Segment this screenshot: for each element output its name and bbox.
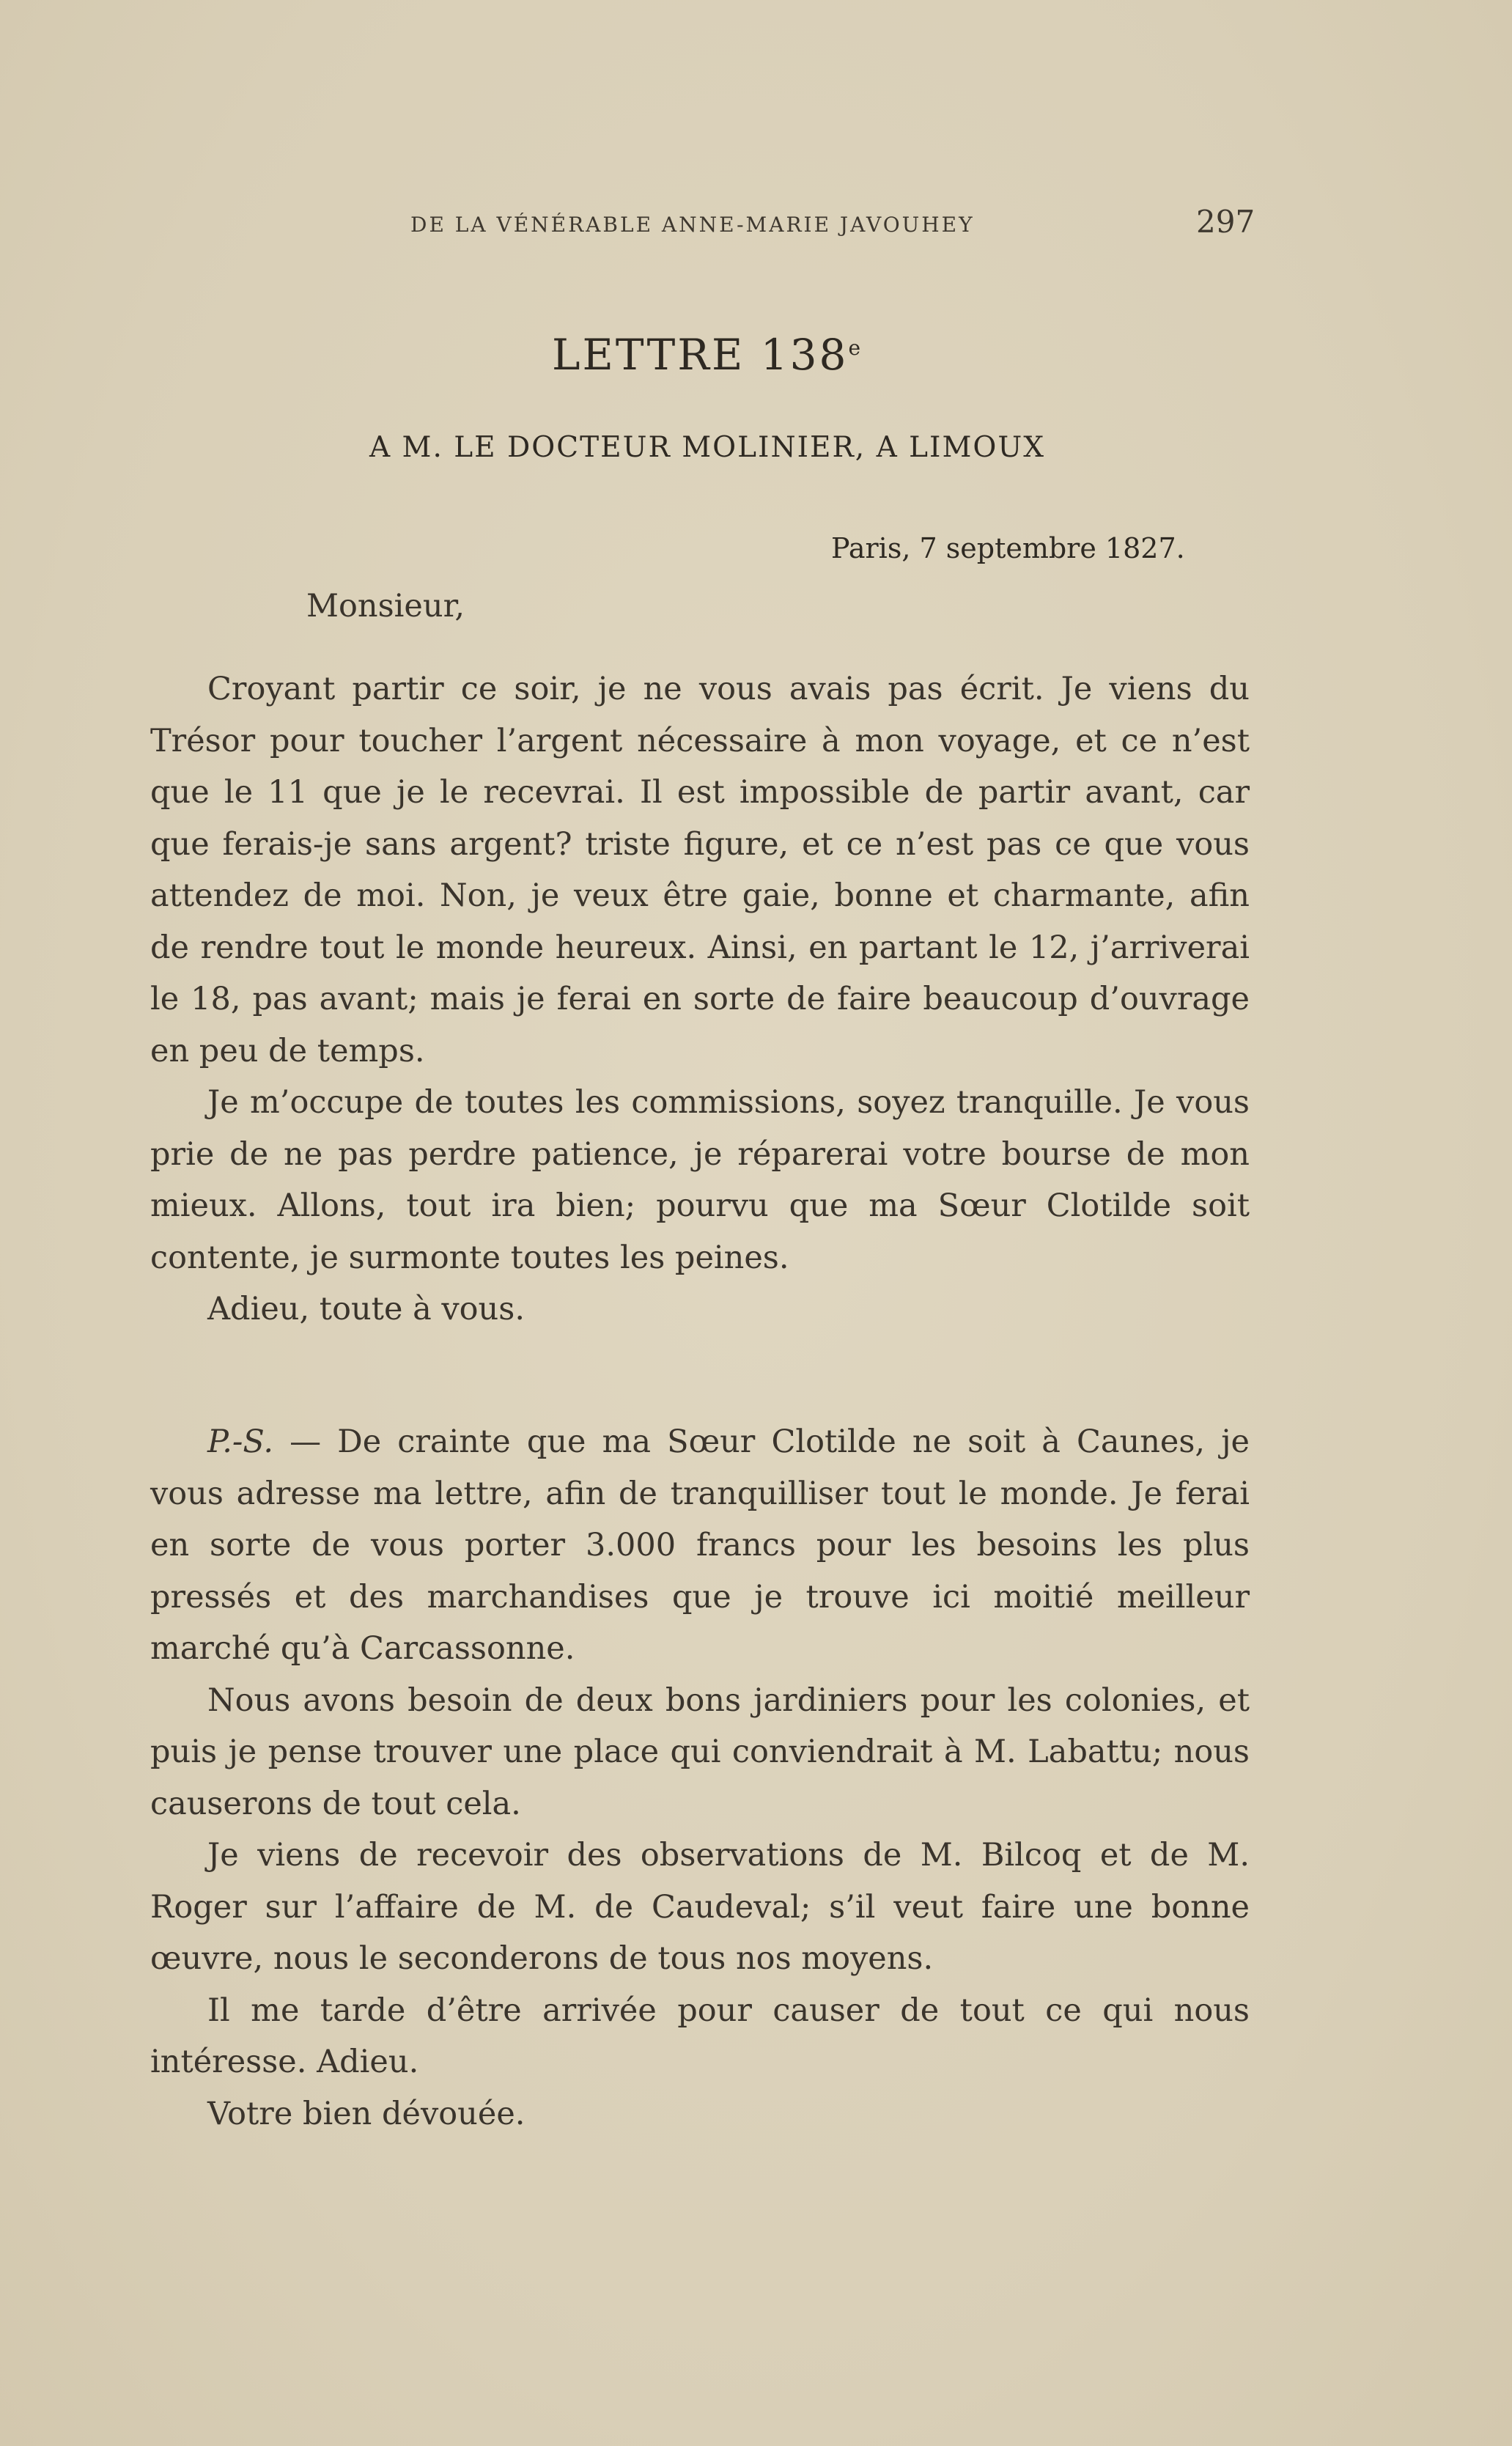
letter-title-superscript: e xyxy=(848,336,863,360)
letter-body xyxy=(150,663,1250,1336)
postscript-text: — De crainte que ma Sœur Clotilde ne soit à Caunes, je vous adresse ma lettre, afin de tranquilliser tout le monde. Je ferai en sorte de vous porter 3.000 francs pour les besoins les plus pressés et des marchandises que je trouve ici moitié meilleur marché qu’à Carcassonne. xyxy=(150,1423,1250,1667)
page-number: 297 xyxy=(1196,204,1255,240)
postscript xyxy=(150,1416,1250,2140)
dateline: Paris, 7 septembre 1827. xyxy=(831,532,1185,564)
postscript-label: P.-S. xyxy=(207,1423,274,1460)
salutation: Monsieur, xyxy=(306,588,465,625)
letter-title xyxy=(0,330,1415,380)
postscript-paragraph: Il me tarde d’être arrivée pour causer de tout ce qui nous intéresse. Adieu. xyxy=(150,1992,1250,2080)
closing: Votre bien dévouée. xyxy=(207,2095,525,2132)
body-paragraph: Je m’occupe de toutes les commissions, soyez tranquille. Je vous prie de ne pas perdre patience, je réparerai votre bourse de mon mieux. Allons, tout ira bien; pourvu que ma Sœur Clotilde soit contente, je surmonte toutes les peines. xyxy=(150,1084,1250,1276)
body-paragraph: Adieu, toute à vous. xyxy=(207,1291,525,1327)
postscript-paragraph xyxy=(150,1416,1250,1675)
addressee: A M. LE DOCTEUR MOLINIER, A LIMOUX xyxy=(369,431,1046,464)
postscript-paragraph: Nous avons besoin de deux bons jardiniers pour les colonies, et puis je pense trouver une place qui conviendrait à M. Labattu; nous causerons de tout cela. xyxy=(150,1681,1250,1822)
letter-title-text: LETTRE 138 xyxy=(551,330,849,380)
body-paragraph: Croyant partir ce soir, je ne vous avais pas écrit. Je viens du Trésor pour toucher l’argent nécessaire à mon voyage, et ce n’est que le 11 que je le recevrai. Il est impossible de partir avant, car que ferais-je sans argent? triste figure, et ce n’est pas ce que vous attendez de moi. Non, je veux être gaie, bonne et charmante, afin de rendre tout le monde heureux. Ainsi, en partant le 12, j’arriverai le 18, pas avant; mais je ferai en sorte de faire beaucoup d’ouvrage en peu de temps. xyxy=(150,671,1250,1069)
running-head: DE LA VÉNÉRABLE ANNE-MARIE JAVOUHEY xyxy=(410,213,975,237)
postscript-paragraph: Je viens de recevoir des observations de M. Bilcoq et de M. Roger sur l’affaire de M. de Caudeval; s’il veut faire une bonne œuvre, nous le seconderons de tous nos moyens. xyxy=(150,1837,1250,1977)
